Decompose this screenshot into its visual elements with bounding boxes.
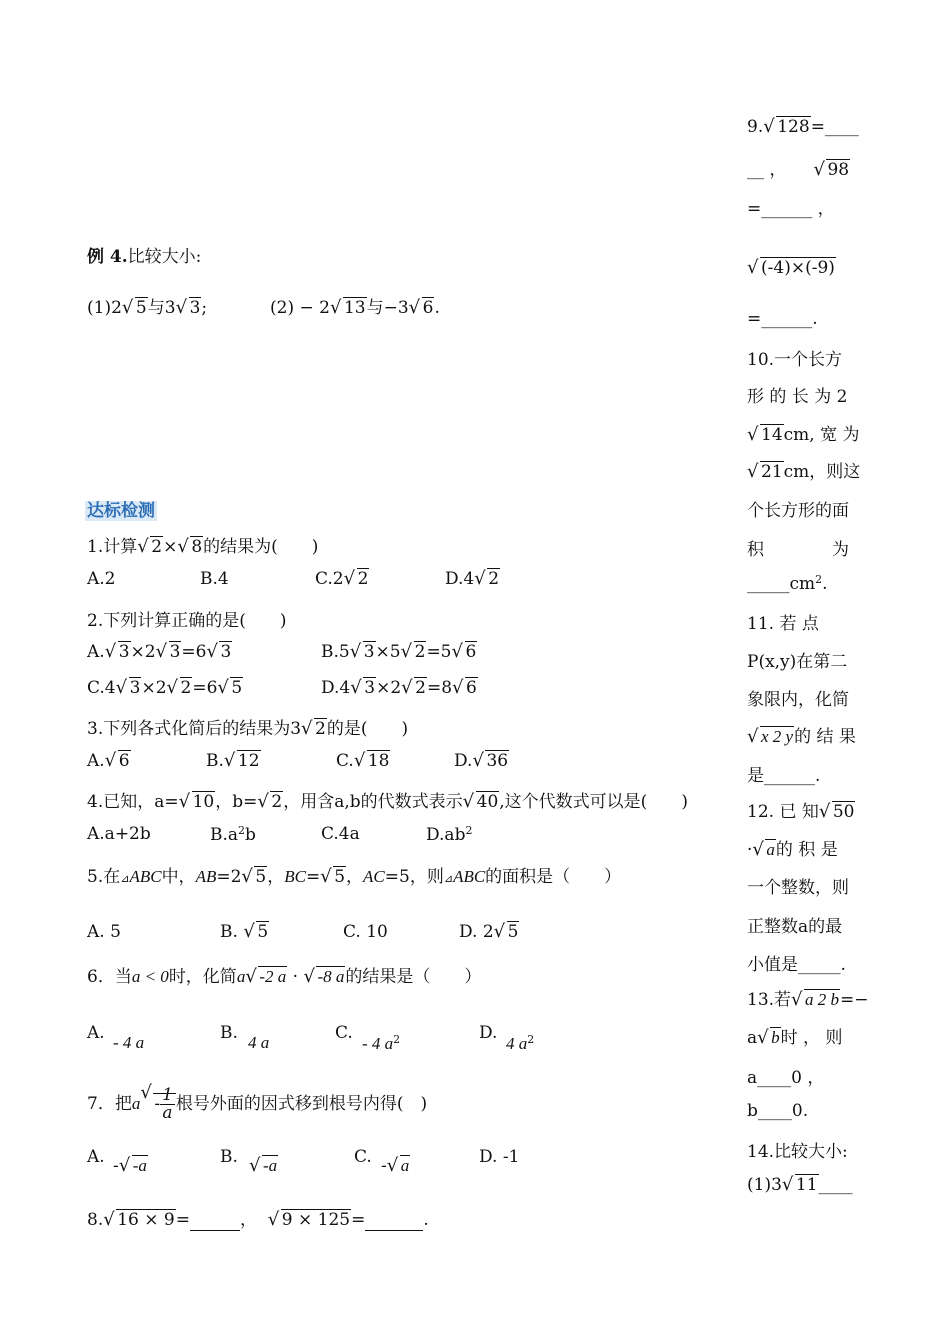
q3-option-d: D.√ 36 <box>454 751 509 771</box>
radical: √ b <box>757 1028 781 1048</box>
radical: √ 40 <box>463 792 500 812</box>
q1-stem: 1.计算√ 2×√ 8的结果为( ) <box>87 532 318 557</box>
radical: √ 2 <box>401 678 427 698</box>
q14-line2: (1)3√ 11____ <box>747 1175 865 1195</box>
radical: √ 2 <box>301 719 327 739</box>
q12-line5: 小值是_____. <box>747 955 846 975</box>
radical: √ 8 <box>177 537 203 557</box>
example4-title: 例 4.比较大小: <box>87 247 202 267</box>
q4-option-a: A.a+2b <box>87 824 151 844</box>
q12-line4: 正整数a的最 <box>747 917 843 937</box>
q7-option-a-value: -√ -a <box>113 1156 148 1176</box>
radical: √ 3 <box>350 678 376 698</box>
radical: √ 98 <box>813 160 850 180</box>
q6-option-c-value: - 4 $a^2$ <box>362 1033 401 1053</box>
q10-line2: 形 的 长 为 2 <box>747 387 848 407</box>
q4-option-c: C.4a <box>321 824 360 844</box>
radical: √ 12 <box>224 751 261 771</box>
q6-option-b: B. <box>220 1023 238 1043</box>
q13-line2: a√ b时 ， 则 <box>747 1023 865 1048</box>
radical: √ 6 <box>452 678 478 698</box>
q3-option-c: C.√ 18 <box>336 751 390 771</box>
q5-option-c: C. 10 <box>343 922 388 942</box>
q5-option-d: D. 2√ 5 <box>459 922 519 942</box>
q9-line4 <box>747 258 865 278</box>
radical: √ 18 <box>354 751 391 771</box>
q10-line3: √ 14cm, 宽 为 <box>747 420 865 445</box>
answer-blank[interactable] <box>190 1210 240 1231</box>
q3-stem: 3.下列各式化简后的结果为3√ 2的是( ) <box>87 714 408 739</box>
q5-stem: 5.在⊿ABC中，AB=2√ 5，BC=√ 5，AC=5，则⊿ABC的面积是（ ） <box>87 862 621 887</box>
radical: √ 3 <box>116 678 142 698</box>
radical: √ 3 <box>156 642 182 662</box>
radical: √ 16 × 9 <box>103 1210 176 1230</box>
q12-line3: 一个整数，则 <box>747 878 849 898</box>
section-heading: 达标检测 <box>87 501 155 521</box>
radical: √ 14 <box>747 425 784 445</box>
q6-option-b-value: 4 a <box>248 1033 270 1052</box>
q13-line1: 13.若√ a 2 b=− <box>747 985 865 1010</box>
q11-line4: √ x 2 y的 结 果 <box>747 722 865 747</box>
radical: √ 9 × 125 <box>268 1210 351 1230</box>
q1-option-b: B.4 <box>200 569 229 589</box>
radical: √ 2 <box>474 569 500 589</box>
q11-line1: 11. 若 点 <box>747 614 819 634</box>
q6-option-c: C. <box>335 1023 353 1043</box>
q7-option-c: C. <box>354 1147 372 1167</box>
q10-line1: 10.一个长方 <box>747 350 843 370</box>
radical: √ - $\frac{1}{a}$ <box>140 1083 176 1122</box>
radical: √ a <box>752 840 776 860</box>
example4-label: 例 4. <box>87 247 128 267</box>
q7-option-c-value: -√ a <box>381 1156 410 1176</box>
q10-line4: √ 21cm，则这 <box>747 457 865 482</box>
q9-line1: 9.√ 128=____ <box>747 117 865 137</box>
radical: √ 3 <box>206 642 232 662</box>
radical: √ 2 <box>167 678 193 698</box>
q2-option-d: D.4√ 3×2√ 2=8√ 6 <box>321 678 478 698</box>
radical: √ a 2 b <box>791 990 840 1010</box>
q7-option-b: B. <box>220 1147 238 1167</box>
q13-line4: b____0. <box>747 1101 809 1121</box>
q1-option-c: C.2√ 2 <box>315 569 369 589</box>
radical: √ 5 <box>217 678 243 698</box>
q4-stem: 4.已知，a=√ 10，b=√ 2，用含a,b的代数式表示√ 40,这个代数式可以是( ) <box>87 787 688 812</box>
q11-line2: P(x,y)在第二 <box>747 652 848 672</box>
q10-line7: $\_\_\_\_\_cm^2$. <box>747 573 828 594</box>
q11-line3: 象限内，化简 <box>747 690 849 710</box>
radical: √ -2 a <box>245 967 287 987</box>
radical: √ 3 <box>350 642 376 662</box>
q6-option-d: D. <box>479 1023 498 1043</box>
radical: √ 21 <box>747 462 784 482</box>
radical: √ 5 <box>320 867 346 887</box>
radical: √ a <box>387 1156 411 1176</box>
q5-option-b: B. √ 5 <box>220 922 269 942</box>
radical: √ 6 <box>105 751 131 771</box>
q9-line3: =______ ， <box>747 199 835 219</box>
q6-stem: 6．当a < 0时，化简a√ -2 a · √ -8 a的结果是（ ） <box>87 962 481 987</box>
radical: √ 5 <box>122 298 148 318</box>
q2-option-c: C.4√ 3×2√ 2=6√ 5 <box>87 678 243 698</box>
radical: √ 36 <box>472 751 509 771</box>
q2-option-b: B.5√ 3×5√ 2=5√ 6 <box>321 642 477 662</box>
q11-line5: 是______. <box>747 766 821 786</box>
q9-line2: __ ， √ 98 <box>747 155 865 180</box>
radical: √ -8 a <box>303 967 345 987</box>
q2-stem: 2.下列计算正确的是( ) <box>87 611 287 631</box>
radical: √ 3 <box>176 298 202 318</box>
q7-option-d: D. -1 <box>479 1147 520 1167</box>
q1-option-d: D.4√ 2 <box>445 569 500 589</box>
radical: √ 50 <box>819 802 856 822</box>
q6-option-d-value: 4 $a^2$ <box>506 1033 535 1053</box>
radical: √ 10 <box>179 792 216 812</box>
radical: √ 2 <box>401 642 427 662</box>
radical: √ x 2 y <box>747 727 794 747</box>
q8-stem: 8.√ 16 × 9= ， √ 9 × 125= . <box>87 1205 429 1231</box>
q3-option-b: B.√ 12 <box>206 751 261 771</box>
radical: √ 2 <box>344 569 370 589</box>
radical: √ (-4)×(-9) <box>747 258 836 278</box>
radical: √ 13 <box>330 298 367 318</box>
radical: √ 11 <box>782 1175 819 1195</box>
radical: √ 2 <box>137 537 163 557</box>
radical: √ 5 <box>494 922 520 942</box>
q12-line1: 12. 已 知√ 50 <box>747 797 865 822</box>
radical: √ -a <box>119 1156 148 1176</box>
q7-stem: 7．把a√ - $\frac{1}{a}$ 根号外面的因式移到根号内得( ) <box>87 1083 427 1122</box>
q2-option-a: A.√ 3×2√ 3=6√ 3 <box>87 642 232 662</box>
example4-part1: (1)2√ 5与3√ 3; <box>87 293 207 318</box>
radical: √ 5 <box>243 922 269 942</box>
radical: √ 5 <box>241 867 267 887</box>
answer-blank[interactable] <box>365 1210 423 1231</box>
q3-option-a: A.√ 6 <box>87 751 131 771</box>
q4-option-b: $B.a^2b$ <box>210 824 256 845</box>
example4-part2: (2) − 2√ 13与−3√ 6. <box>270 293 440 318</box>
radical: √ -a <box>249 1156 278 1176</box>
q14-line1: 14.比较大小: <box>747 1142 848 1162</box>
radical: √ 128 <box>763 117 810 137</box>
q7-option-b-value <box>249 1156 278 1176</box>
q10-line5: 个长方形的面 <box>747 501 849 521</box>
q9-line5: =______. <box>747 309 818 329</box>
q10-line6: 积 为 <box>747 540 849 560</box>
q7-option-a: A. <box>87 1147 105 1167</box>
radical: √ 3 <box>105 642 131 662</box>
q1-option-a: A.2 <box>87 569 116 589</box>
radical: √ 6 <box>409 298 435 318</box>
q4-option-d: $D.ab^2$ <box>426 824 473 845</box>
q13-line3: a____0 ， <box>747 1068 825 1088</box>
q12-line2: ·√ a的 积 是 <box>747 835 865 860</box>
radical: √ 2 <box>257 792 283 812</box>
radical: √ 6 <box>452 642 478 662</box>
q6-option-a: A. <box>87 1023 105 1043</box>
q6-option-a-value: - 4 a <box>113 1033 145 1052</box>
q5-option-a: A. 5 <box>87 922 121 942</box>
fraction: $\frac{1}{a}$ <box>162 1085 173 1123</box>
